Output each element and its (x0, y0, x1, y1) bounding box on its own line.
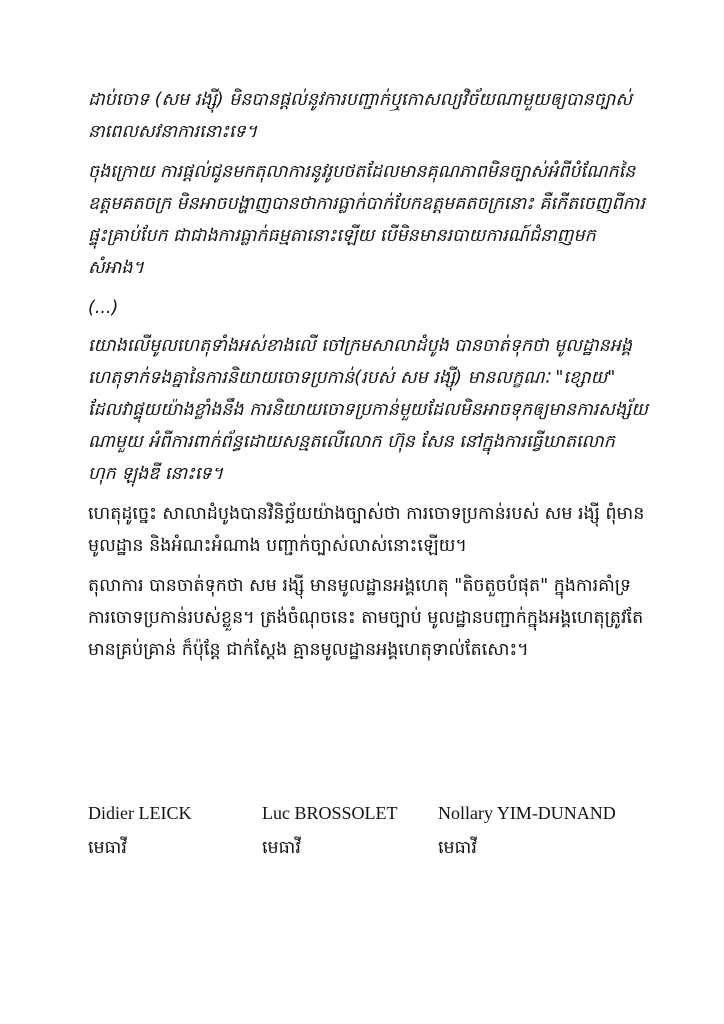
paragraph-4: ហេតុដូច្នេះ សាលាដំបូងបានវិនិច្ឆ័យយ៉ាងច្បាស់ថា ការចោទប្រកាន់របស់ សម រង្ស៊ី ពុំមានមូលដ្ឋាន និងអំណះអំណាង បញ្ជាក់ច្បាស់លាស់នោះឡើយ។ (88, 504, 645, 556)
signature-block (88, 800, 648, 880)
signature-lawyer-1 (88, 800, 191, 864)
signatory-name: Luc BROSSOLET (262, 803, 398, 823)
ellipsis-marker: (...) (88, 298, 119, 318)
signatory-role: មេធាវី (88, 838, 127, 858)
signature-lawyer-2 (262, 800, 398, 864)
signatory-name: Didier LEICK (88, 803, 192, 823)
signatory-name: Nollary YIM-DUNAND (438, 803, 616, 823)
signature-lawyer-3 (438, 800, 616, 864)
document-body (88, 84, 648, 674)
paragraph-2: ចុងក្រោយ ការផ្ដល់ជូនមកតុលាការនូវរូបថតដែលមានគុណភាពមិនច្បាស់អំពីបំណែកនៃឧត្តមគតចក្រ មិនអាចបង្ហាញបានថាការធ្លាក់បាក់បែកឧត្តមគតចក្រនោះ គឺកើតចេញពីការផ្ទុះគ្រាប់បែក ជាជាងការធ្លាក់ធម្មតានោះឡើយ បើមិនមានរបាយការណ៍ជំនាញមកសំអាង។ (88, 162, 645, 278)
signatory-role: មេធាវី (262, 838, 301, 858)
paragraph-1: ដាប់ចោទ (សម រង្ស៊ី) មិនបានផ្ដល់នូវការបញ្ជាក់ឬកោសល្យវិច័យណាមួយឲ្យបានច្បាស់ នាពេលសវនាការនោះទេ។ (88, 90, 633, 142)
paragraph-3: យោងលើមូលហេតុទាំងអស់ខាងលើ ចៅក្រមសាលាដំបូង បានចាត់ទុកថា មូលដ្ឋានអង្គហេតុទាក់ទងគ្នានៃការនិយាយចោទប្រកាន់(របស់ សម រង្ស៊ី) មានលក្ខណៈ "ខ្សោយ" ដែលវាផ្ទុយយ៉ាងខ្លាំងនឹង ការនិយាយចោទប្រកាន់មួយដែលមិនអាចទុកឲ្យមានការសង្ស័យណាមួយ អំពីការពាក់ព័ន្ធដោយសន្មតលើលោក ហ៊ុន សែន នៅក្នុងការធ្វើឃាតលោក ហុក ឡុងឌី នោះទេ។ (88, 336, 648, 484)
paragraph-5: តុលាការ បានចាត់ទុកថា សម រង្ស៊ី មានមូលដ្ឋានអង្គហេតុ "តិចតួចបំផុត" ក្នុងការគាំទ្រការចោទប្រកាន់របស់ខ្លួន។ ត្រង់ចំណុចនេះ តាមច្បាប់ មូលដ្ឋានបញ្ជាក់ក្នុងអង្គហេតុត្រូវតែមានគ្រប់គ្រាន់ ក៏ប៉ុន្តែ ជាក់ស្ដែង គ្មានមូលដ្ឋានអង្គហេតុទាល់តែសោះ។ (88, 576, 644, 660)
signatory-role: មេធាវី (438, 838, 477, 858)
